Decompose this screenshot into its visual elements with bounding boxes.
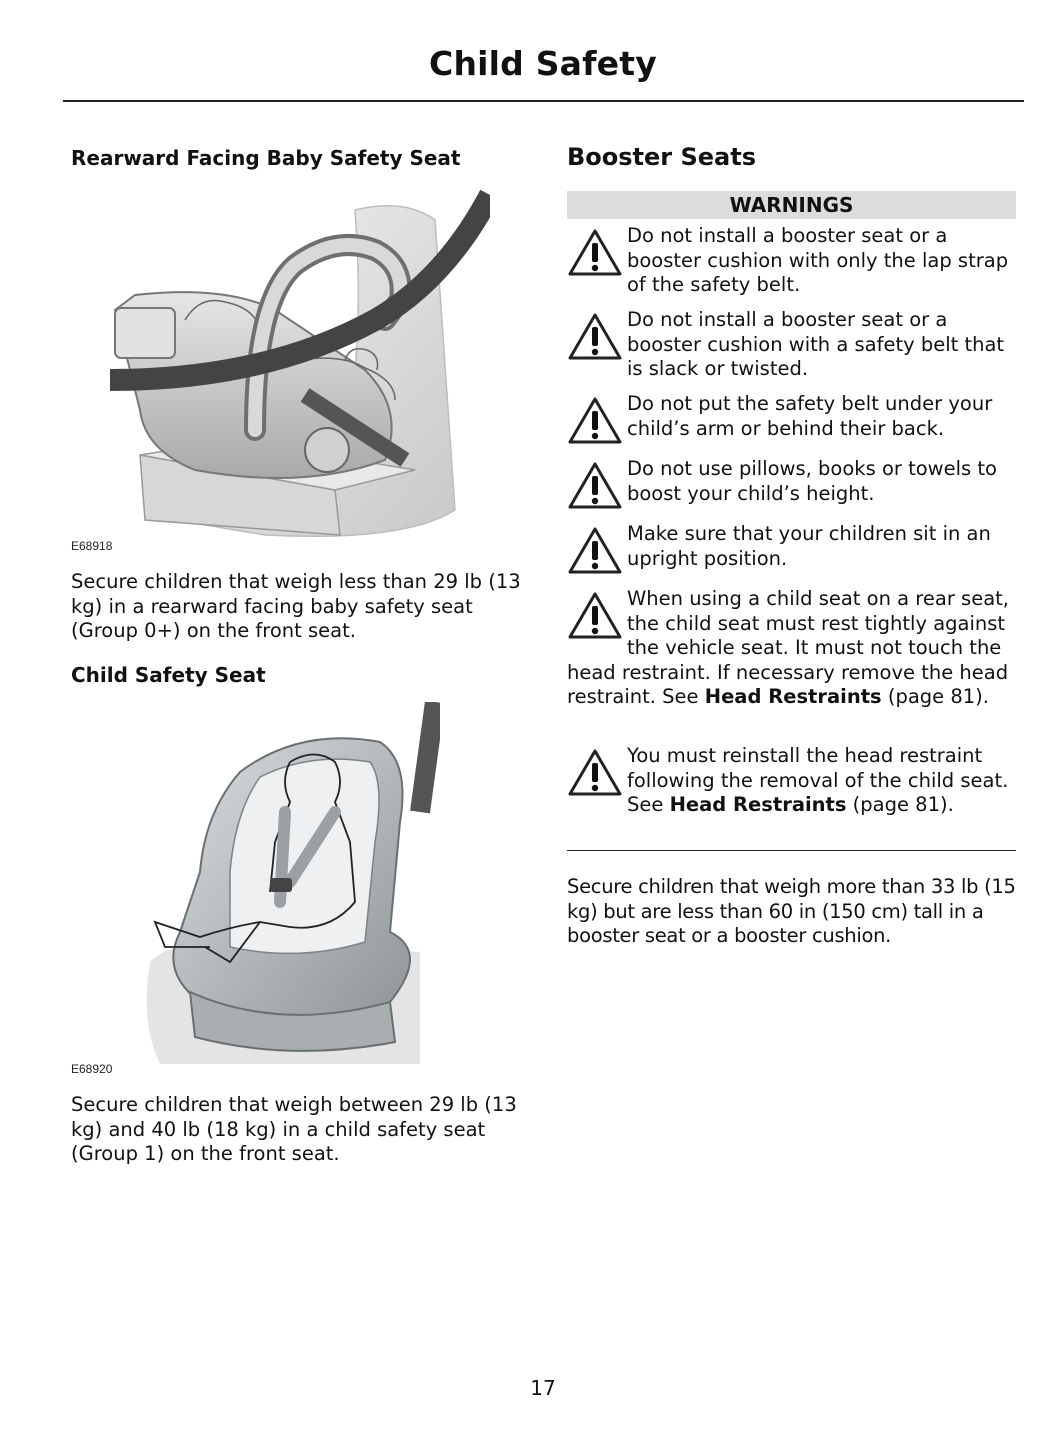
- warning-triangle-icon: [567, 396, 623, 446]
- warning-2-text: Do not install a booster seat or a booster cushion with a safety belt that is slack or twisted.: [627, 308, 1005, 380]
- child-seat-heading: Child Safety Seat: [71, 663, 266, 687]
- warning-3-text: Do not put the safety belt under your child’s arm or behind their back.: [627, 392, 993, 440]
- warning-3: [567, 392, 1019, 446]
- rearward-seat-heading: Rearward Facing Baby Safety Seat: [71, 146, 461, 170]
- warning-7-suffix: (page 81).: [846, 793, 954, 816]
- warning-6-text: When using a child seat on a rear seat, the child seat must rest tightly against the vehicle seat. It must not touch the head restraint. If necessary remove the head restraint. See: [567, 587, 1009, 708]
- warning-triangle-icon: [567, 312, 623, 362]
- child-safety-seat-illustration: [140, 702, 440, 1064]
- warning-5-text: Make sure that your children sit in an upright position.: [627, 522, 991, 570]
- figure-code-child-seat: E68920: [71, 1062, 113, 1076]
- rearward-seat-text: Secure children that weigh less than 29 lb (13 kg) in a rearward facing baby safety seat (Group 0+) on the front seat.: [71, 570, 521, 642]
- warning-4-text: Do not use pillows, books or towels to boost your child’s height.: [627, 457, 997, 505]
- booster-seat-text: Secure children that weigh more than 33 lb (15 kg) but are less than 60 in (150 cm) tall in a booster seat or a booster cushion.: [567, 875, 1016, 947]
- warnings-end-rule: [567, 850, 1016, 851]
- warning-1: [567, 224, 1019, 298]
- warning-triangle-icon: [567, 748, 623, 798]
- page-number: 17: [530, 1376, 556, 1400]
- rearward-baby-seat-illustration: [105, 190, 490, 542]
- warning-7-text: You must reinstall the head restraint following the removal of the child seat. See: [627, 744, 1009, 816]
- head-restraints-link[interactable]: Head Restraints: [704, 685, 882, 708]
- warning-triangle-icon: [567, 461, 623, 511]
- page-title: Child Safety: [429, 44, 657, 83]
- warning-2: [567, 308, 1019, 382]
- figure-code-rearward: E68918: [71, 539, 113, 553]
- warning-triangle-icon: [567, 526, 623, 576]
- warning-4: [567, 457, 1019, 511]
- title-rule: [63, 100, 1024, 102]
- warning-5: [567, 522, 1019, 576]
- warning-triangle-icon: [567, 228, 623, 278]
- booster-seats-heading: Booster Seats: [567, 143, 757, 171]
- warning-1-text: Do not install a booster seat or a booster cushion with only the lap strap of the safety belt.: [627, 224, 1009, 296]
- child-seat-text: Secure children that weigh between 29 lb (13 kg) and 40 lb (18 kg) in a child safety seat (Group 1) on the front seat.: [71, 1093, 517, 1165]
- warning-6: [567, 587, 1019, 710]
- warning-triangle-icon: [567, 591, 623, 641]
- warning-6-suffix: (page 81).: [881, 685, 989, 708]
- warnings-header: WARNINGS: [567, 191, 1016, 219]
- head-restraints-link[interactable]: Head Restraints: [669, 793, 847, 816]
- warning-7: [567, 744, 1019, 818]
